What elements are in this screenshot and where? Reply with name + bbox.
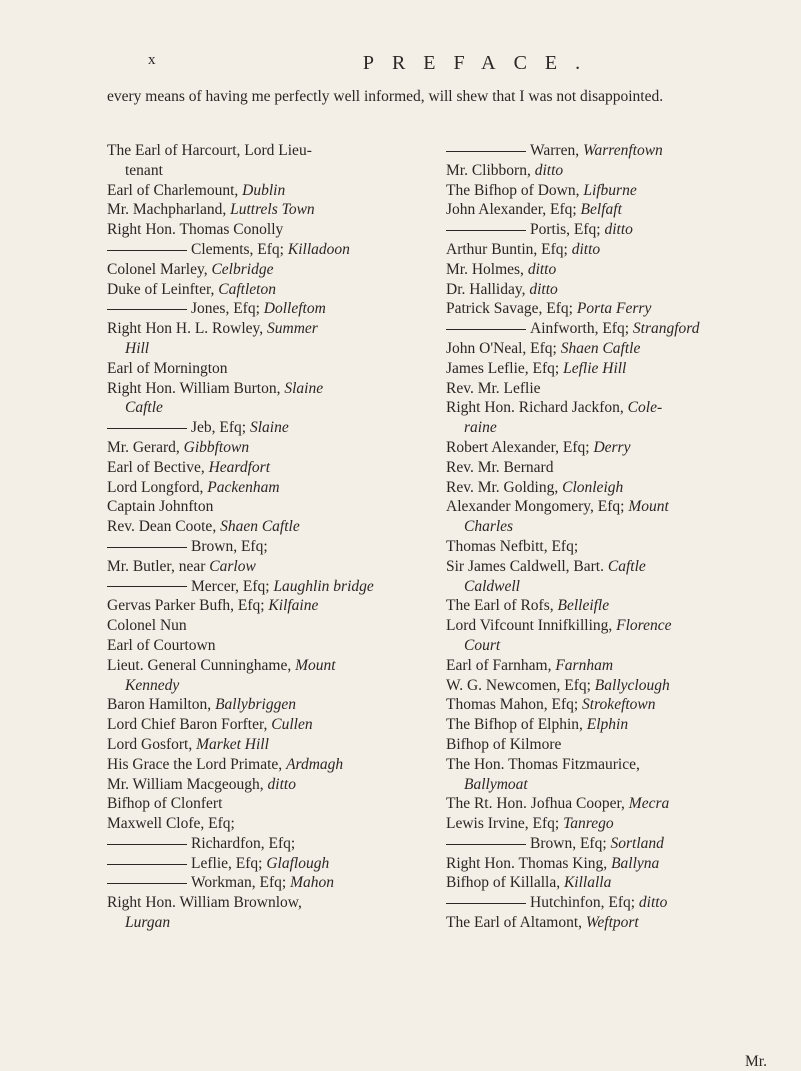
subscriber-entry xyxy=(107,517,427,537)
subscriber-place: Ardmagh xyxy=(286,755,344,773)
subscriber-entry xyxy=(107,220,427,240)
subscriber-entry xyxy=(446,596,766,616)
subscriber-name: Mr. Butler, near xyxy=(107,557,206,575)
subscriber-name: Lord Vifcount Innifkilling, xyxy=(446,617,613,635)
subscriber-place: Ballyna xyxy=(611,854,660,872)
subscriber-entry xyxy=(446,280,766,300)
subscriber-place: Kennedy xyxy=(125,676,180,694)
subscriber-entry xyxy=(107,438,427,458)
subscriber-entry xyxy=(446,458,766,478)
subscriber-name: Bifhop of Clonfert xyxy=(107,795,223,813)
ditto-dash xyxy=(107,309,187,310)
subscriber-entry xyxy=(446,735,766,755)
subscriber-name: Lieut. General Cunninghame, xyxy=(107,656,292,674)
subscriber-name: Clements, Efq; xyxy=(191,240,284,258)
subscriber-name: Robert Alexander, Efq; xyxy=(446,438,590,456)
subscriber-entry xyxy=(107,537,427,557)
subscriber-entry xyxy=(446,557,766,577)
subscriber-name: Colonel Nun xyxy=(107,617,187,635)
subscriber-name: John Alexander, Efq; xyxy=(446,201,577,219)
subscriber-place: Belleifle xyxy=(557,597,610,615)
subscriber-place: Caftleton xyxy=(218,280,276,298)
subscriber-name: Duke of Leinfter, xyxy=(107,280,215,298)
subscriber-entry xyxy=(107,577,427,597)
subscriber-entry xyxy=(107,596,427,616)
subscriber-place: Luttrels Town xyxy=(230,201,315,219)
subscriber-name: Arthur Buntin, Efq; xyxy=(446,240,568,258)
subscriber-name: Right Hon. Richard Jackfon, xyxy=(446,399,624,417)
subscriber-entry xyxy=(107,735,427,755)
subscriber-place: Hill xyxy=(125,339,150,357)
subscriber-place: Porta Ferry xyxy=(576,300,652,318)
page-mark: x xyxy=(148,52,156,68)
subscriber-entry xyxy=(446,913,766,933)
subscriber-place: Mount xyxy=(295,656,336,674)
subscriber-name: Rev. Dean Coote, xyxy=(107,518,217,536)
subscriber-entry xyxy=(446,537,766,557)
ditto-dash xyxy=(446,151,526,152)
subscriber-place: Glaflough xyxy=(266,854,330,872)
subscriber-place: Florence xyxy=(616,617,672,635)
subscriber-name: Richardfon, Efq; xyxy=(191,834,296,852)
ditto-dash xyxy=(107,428,187,429)
subscriber-place: Ballymoat xyxy=(464,775,528,793)
subscriber-name: Brown, Efq; xyxy=(191,537,268,555)
subscriber-name: Mercer, Efq; xyxy=(191,577,270,595)
subscriber-name: Jones, Efq; xyxy=(191,300,260,318)
subscriber-place: ditto xyxy=(638,894,668,912)
subscriber-entry xyxy=(107,319,427,339)
page-title: PREFACE. xyxy=(362,52,599,74)
subscriber-name: Lewis Irvine, Efq; xyxy=(446,815,560,833)
subscriber-place: ditto xyxy=(534,161,564,179)
subscriber-entry xyxy=(446,656,766,676)
subscriber-name: Patrick Savage, Efq; xyxy=(446,300,573,318)
ditto-dash xyxy=(107,547,187,548)
subscriber-name: Maxwell Clofe, Efq; xyxy=(107,815,235,833)
subscriber-place: Belfaft xyxy=(580,201,622,219)
subscriber-place: Lifburne xyxy=(583,181,637,199)
subscriber-place: Celbridge xyxy=(211,260,274,278)
subscriber-entry xyxy=(107,695,427,715)
subscriber-name: The Earl of Altamont, xyxy=(446,914,583,932)
subscriber-entry xyxy=(446,398,766,418)
subscriber-name: Rev. Mr. Leflie xyxy=(446,379,541,397)
subscriber-entry xyxy=(107,240,427,260)
subscriber-name: His Grace the Lord Primate, xyxy=(107,755,283,773)
subscriber-entry xyxy=(446,893,766,913)
subscriber-entry xyxy=(446,775,766,795)
subscriber-entry xyxy=(446,636,766,656)
subscriber-place: Caftle xyxy=(125,399,163,417)
subscriber-entry xyxy=(107,873,427,893)
subscriber-entry xyxy=(107,913,427,933)
subscriber-entry xyxy=(446,240,766,260)
subscriber-entry xyxy=(107,814,427,834)
subscriber-entry xyxy=(107,161,427,181)
subscriber-entry xyxy=(107,260,427,280)
subscriber-place: ditto xyxy=(529,280,558,298)
subscriber-name: Earl of Mornington xyxy=(107,359,228,377)
subscriber-name: Earl of Charlemount, xyxy=(107,181,239,199)
subscriber-place: Slaine xyxy=(249,419,289,437)
subscriber-place: Dublin xyxy=(242,181,286,199)
subscriber-place: ditto xyxy=(604,221,633,239)
subscriber-place: Killalla xyxy=(563,874,612,892)
ditto-dash xyxy=(107,864,187,865)
subscriber-place: Caftle xyxy=(607,557,646,575)
subscriber-name: Rev. Mr. Golding, xyxy=(446,478,559,496)
subscriber-entry xyxy=(446,715,766,735)
subscriber-place: Cullen xyxy=(271,716,313,734)
subscriber-name: Earl of Bective, xyxy=(107,458,205,476)
subscriber-entry xyxy=(446,339,766,359)
subscriber-name: Right Hon. William Brownlow, xyxy=(107,894,302,912)
subscriber-place: ditto xyxy=(267,775,296,793)
subscriber-place: Heardfort xyxy=(208,458,271,476)
subscriber-place: Derry xyxy=(593,438,631,456)
intro-text: every means of having me perfectly well informed, will shew that I was not disappointed. xyxy=(107,88,664,105)
subscriber-name: W. G. Newcomen, Efq; xyxy=(446,676,591,694)
subscriber-place: Killadoon xyxy=(287,240,350,258)
subscriber-entry xyxy=(107,398,427,418)
subscriber-entry xyxy=(107,676,427,696)
left-column xyxy=(107,141,427,933)
subscriber-entry xyxy=(446,517,766,537)
subscriber-name: Mr. Machpharland, xyxy=(107,201,227,219)
subscriber-entry xyxy=(446,299,766,319)
subscriber-place: Strokeftown xyxy=(582,696,656,714)
subscriber-place: raine xyxy=(464,419,497,437)
ditto-dash xyxy=(446,230,526,231)
subscriber-entry xyxy=(446,418,766,438)
subscriber-entry xyxy=(107,775,427,795)
subscriber-place: Leflie Hill xyxy=(563,359,627,377)
subscriber-name: Bifhop of Kilmore xyxy=(446,735,562,753)
subscriber-place: Laughlin bridge xyxy=(273,577,374,595)
subscriber-name: The Bifhop of Elphin, xyxy=(446,716,583,734)
subscriber-place: Elphin xyxy=(586,716,629,734)
subscriber-place: Strangford xyxy=(632,320,700,338)
subscriber-entry xyxy=(107,794,427,814)
subscriber-place: Clonleigh xyxy=(562,478,624,496)
subscriber-entry xyxy=(446,755,766,775)
subscriber-place: Cole- xyxy=(627,399,663,417)
subscriber-place: Kilfaine xyxy=(268,597,319,615)
subscriber-name: Lord Longford, xyxy=(107,478,204,496)
subscriber-entry xyxy=(107,181,427,201)
subscriber-place: Weftport xyxy=(585,914,639,932)
subscriber-entry xyxy=(107,616,427,636)
subscriber-place: Shaen Caftle xyxy=(560,339,641,357)
subscriber-entry xyxy=(446,438,766,458)
subscriber-entry xyxy=(107,478,427,498)
page-header xyxy=(0,52,801,75)
subscriber-place: Farnham xyxy=(555,656,614,674)
subscriber-entry xyxy=(107,755,427,775)
subscriber-name: Bifhop of Killalla, xyxy=(446,874,561,892)
subscriber-entry xyxy=(446,497,766,517)
subscriber-place: Summer xyxy=(267,320,318,338)
subscriber-name: The Rt. Hon. Jofhua Cooper, xyxy=(446,795,625,813)
subscriber-entry xyxy=(446,616,766,636)
subscriber-place: Charles xyxy=(464,518,514,536)
subscriber-name: Alexander Mongomery, Efq; xyxy=(446,498,625,516)
subscriber-entry xyxy=(107,557,427,577)
subscriber-name: Baron Hamilton, xyxy=(107,696,212,714)
subscriber-entry xyxy=(446,478,766,498)
subscriber-entry xyxy=(107,715,427,735)
catchword: Mr. xyxy=(745,1053,767,1070)
subscriber-entry xyxy=(446,319,766,339)
ditto-dash xyxy=(107,586,187,587)
subscriber-name: Captain Johnfton xyxy=(107,498,214,516)
subscriber-name: Thomas Nefbitt, Efq; xyxy=(446,537,579,555)
subscriber-name: Mr. William Macgeough, xyxy=(107,775,264,793)
subscriber-name: The Earl of Rofs, xyxy=(446,597,554,615)
subscriber-place: Court xyxy=(464,636,501,654)
subscriber-name: tenant xyxy=(125,161,163,179)
subscriber-name: Portis, Efq; xyxy=(530,221,601,239)
right-column xyxy=(446,141,766,933)
subscriber-place: Mecra xyxy=(628,795,670,813)
subscriber-name: Mr. Clibborn, xyxy=(446,161,531,179)
subscriber-entry xyxy=(446,577,766,597)
subscriber-entry xyxy=(446,834,766,854)
subscriber-entry xyxy=(107,418,427,438)
subscriber-entry xyxy=(446,359,766,379)
subscriber-entry xyxy=(107,656,427,676)
ditto-dash xyxy=(107,883,187,884)
subscriber-place: Caldwell xyxy=(464,577,520,595)
subscriber-entry xyxy=(446,141,766,161)
ditto-dash xyxy=(446,903,526,904)
subscriber-name: Gervas Parker Bufh, Efq; xyxy=(107,597,265,615)
subscriber-place: ditto xyxy=(571,240,601,258)
subscriber-entry xyxy=(446,379,766,399)
subscriber-name: The Bifhop of Down, xyxy=(446,181,580,199)
subscriber-entry xyxy=(446,260,766,280)
subscriber-name: Ainfworth, Efq; xyxy=(530,320,630,338)
subscriber-entry xyxy=(107,497,427,517)
subscriber-entry xyxy=(107,636,427,656)
subscriber-entry xyxy=(107,299,427,319)
subscriber-name: Dr. Halliday, xyxy=(446,280,526,298)
subscriber-entry xyxy=(446,220,766,240)
ditto-dash xyxy=(446,844,526,845)
subscriber-name: Workman, Efq; xyxy=(191,874,287,892)
subscriber-name: Lord Gosfort, xyxy=(107,735,193,753)
subscriber-place: Dolleftom xyxy=(263,300,326,318)
subscriber-entry xyxy=(107,280,427,300)
subscriber-place: Carlow xyxy=(209,557,256,575)
subscriber-entry xyxy=(446,161,766,181)
subscriber-entry xyxy=(446,200,766,220)
subscriber-name: John O'Neal, Efq; xyxy=(446,339,557,357)
subscriber-entry xyxy=(446,794,766,814)
subscriber-name: Right Hon. Thomas King, xyxy=(446,854,608,872)
ditto-dash xyxy=(107,844,187,845)
subscriber-entry xyxy=(446,695,766,715)
subscriber-name: Leflie, Efq; xyxy=(191,854,263,872)
subscriber-place: Warrenftown xyxy=(582,142,663,159)
subscriber-entry xyxy=(446,181,766,201)
subscriber-name: Right Hon H. L. Rowley, xyxy=(107,320,264,338)
subscriber-name: Earl of Courtown xyxy=(107,636,216,654)
subscriber-name: Right Hon. William Burton, xyxy=(107,379,281,397)
subscriber-name: Rev. Mr. Bernard xyxy=(446,458,554,476)
subscriber-name: Brown, Efq; xyxy=(530,834,607,852)
subscriber-place: Ballybriggen xyxy=(215,696,296,714)
subscriber-place: Packenham xyxy=(207,478,280,496)
subscriber-place: Slaine xyxy=(284,379,324,397)
subscriber-name: Earl of Farnham, xyxy=(446,656,552,674)
subscriber-name: Sir James Caldwell, Bart. xyxy=(446,557,604,575)
subscriber-name: Jeb, Efq; xyxy=(191,419,247,437)
subscriber-entry xyxy=(107,339,427,359)
subscriber-name: The Hon. Thomas Fitzmaurice, xyxy=(446,755,640,773)
subscriber-entry xyxy=(107,359,427,379)
subscriber-name: Right Hon. Thomas Conolly xyxy=(107,221,284,239)
subscriber-place: Mahon xyxy=(290,874,334,892)
subscriber-name: Mr. Gerard, xyxy=(107,438,180,456)
subscriber-place: ditto xyxy=(527,260,557,278)
subscriber-name: Colonel Marley, xyxy=(107,260,208,278)
subscriber-entry xyxy=(107,200,427,220)
subscriber-name: Warren, xyxy=(530,142,580,159)
subscriber-place: Sortland xyxy=(610,834,664,852)
subscriber-entry xyxy=(107,893,427,913)
subscriber-entry xyxy=(107,458,427,478)
subscriber-place: Lurgan xyxy=(125,914,171,932)
ditto-dash xyxy=(446,329,526,330)
subscriber-entry xyxy=(107,834,427,854)
subscriber-name: Lord Chief Baron Forfter, xyxy=(107,716,268,734)
subscriber-name: James Leflie, Efq; xyxy=(446,359,560,377)
subscriber-place: Shaen Caftle xyxy=(220,518,300,536)
ditto-dash xyxy=(107,250,187,251)
subscriber-place: Mount xyxy=(628,498,669,516)
subscriber-place: Gibbftown xyxy=(183,438,250,456)
subscriber-entry xyxy=(107,379,427,399)
subscriber-entry xyxy=(446,814,766,834)
subscriber-place: Tanrego xyxy=(563,815,614,833)
subscriber-entry xyxy=(446,873,766,893)
subscriber-name: Thomas Mahon, Efq; xyxy=(446,696,579,714)
subscriber-place: Ballyclough xyxy=(594,676,670,694)
subscriber-entry xyxy=(446,854,766,874)
subscriber-name: Hutchinfon, Efq; xyxy=(530,894,636,912)
subscriber-name: The Earl of Harcourt, Lord Lieu- xyxy=(107,142,312,159)
subscriber-name: Mr. Holmes, xyxy=(446,260,524,278)
subscriber-entry xyxy=(107,854,427,874)
subscriber-entry xyxy=(446,676,766,696)
subscriber-place: Market Hill xyxy=(196,735,269,753)
subscriber-entry xyxy=(107,141,427,161)
